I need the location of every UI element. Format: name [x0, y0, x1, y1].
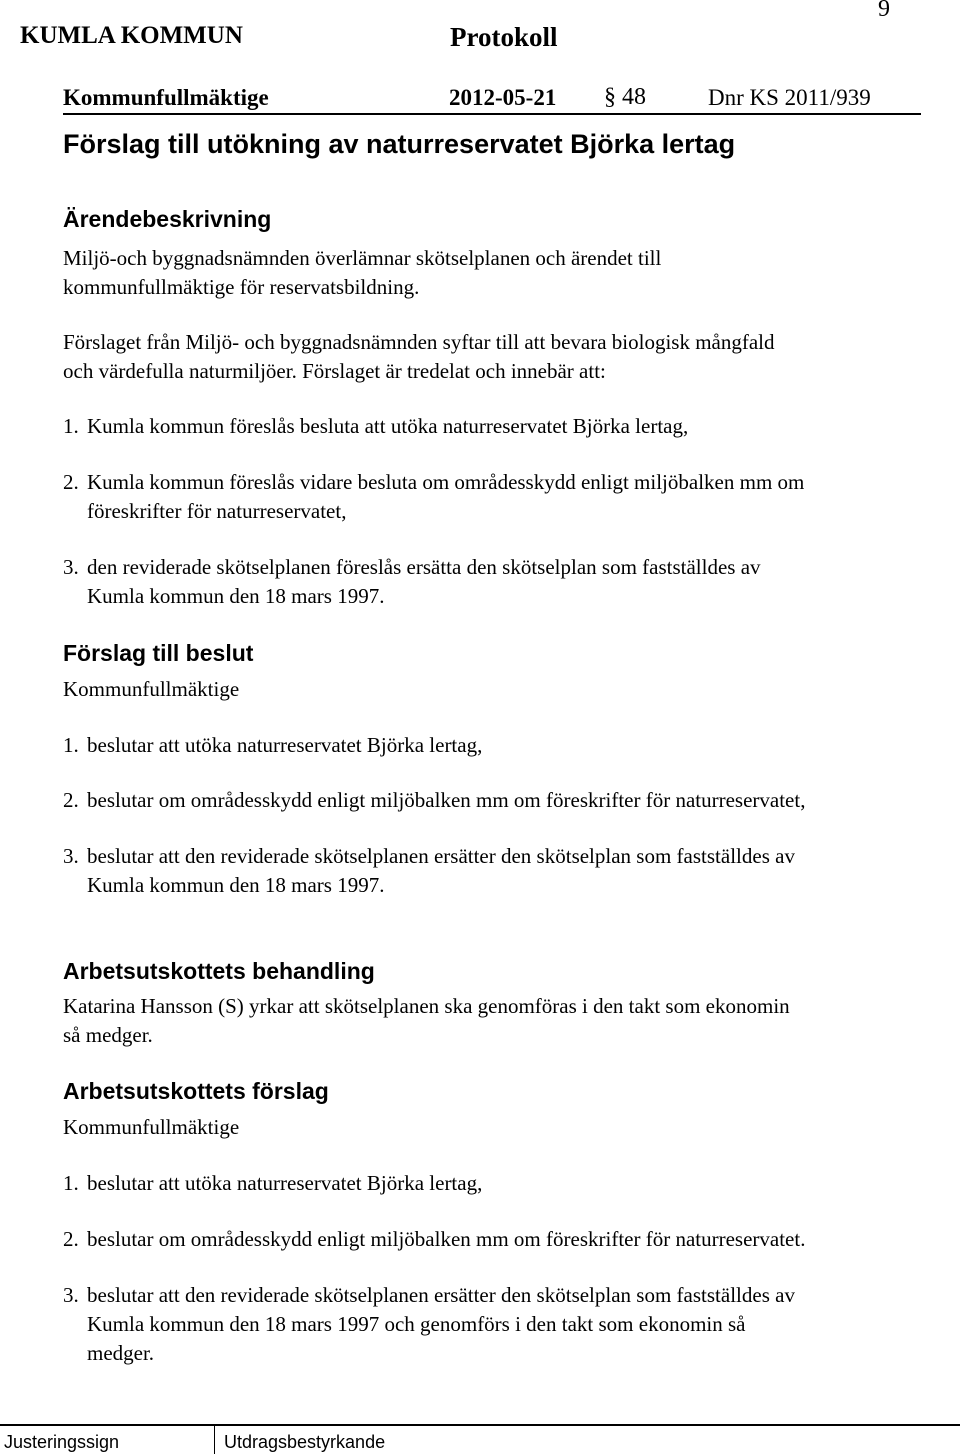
- list-item-text: beslutar att den reviderade skötselplanen ersätter den skötselplan som fastställdes av: [87, 844, 795, 868]
- paragraph-line: Miljö-och byggnadsnämnden överlämnar skötselplanen och ärendet till: [63, 246, 662, 270]
- paragraph-line: så medger.: [63, 1023, 153, 1047]
- footer-certification-label: Utdragsbestyrkande: [224, 1432, 386, 1452]
- list-item-number: 2.: [63, 470, 79, 494]
- footer-divider: [0, 1424, 960, 1426]
- footer-column-divider: [214, 1426, 215, 1454]
- section-heading-behandling: Arbetsutskottets behandling: [63, 958, 375, 984]
- assembly-name: Kommunfullmäktige: [63, 85, 269, 110]
- list-item-text: Kumla kommun den 18 mars 1997.: [87, 873, 385, 897]
- list-item-text: den reviderade skötselplanen föreslås ersätta den skötselplan som fastställdes av: [87, 555, 761, 579]
- page-number: 9: [878, 0, 890, 22]
- list-item-number: 2.: [63, 788, 79, 812]
- paragraph-line: Katarina Hansson (S) yrkar att skötselplanen ska genomföras i den takt som ekonomin: [63, 994, 790, 1018]
- decision-body: Kommunfullmäktige: [63, 677, 240, 701]
- list-item-text: beslutar att utöka naturreservatet Björka lertag,: [87, 733, 483, 757]
- list-item-number: 1.: [63, 733, 79, 757]
- section-heading-arendebeskrivning: Ärendebeskrivning: [63, 206, 272, 232]
- footer-signature-label: Justeringssign: [4, 1432, 120, 1452]
- header-divider: [63, 113, 921, 115]
- list-item-number: 3.: [63, 1283, 79, 1307]
- list-item: [63, 842, 795, 900]
- paragraph-number: § 48: [604, 84, 646, 110]
- paragraph-line: och värdefulla naturmiljöer. Förslaget är tredelat och innebär att:: [63, 359, 606, 383]
- list-item: [63, 786, 805, 815]
- section-heading-au-forslag: Arbetsutskottets förslag: [63, 1078, 329, 1104]
- list-item: [63, 1169, 482, 1198]
- list-item-text: Kumla kommun föreslås vidare besluta om områdesskydd enligt miljöbalken mm om: [87, 470, 805, 494]
- list-item: [63, 412, 688, 441]
- list-item-text: beslutar att den reviderade skötselplanen ersätter den skötselplan som fastställdes av: [87, 1283, 795, 1307]
- list-item-number: 2.: [63, 1227, 79, 1251]
- list-item-text: medger.: [87, 1341, 155, 1365]
- meeting-date: 2012-05-21: [449, 85, 557, 110]
- paragraph-line: Förslaget från Miljö- och byggnadsnämnden syftar till att bevara biologisk mångfald: [63, 330, 775, 354]
- list-item-text: Kumla kommun den 18 mars 1997.: [87, 584, 385, 608]
- list-item-text: Kumla kommun föreslås besluta att utöka naturreservatet Björka lertag,: [87, 414, 689, 438]
- list-item: [63, 1281, 795, 1368]
- section-heading-forslag: Förslag till beslut: [63, 640, 254, 666]
- list-item-text: föreskrifter för naturreservatet,: [87, 499, 347, 523]
- diary-number: Dnr KS 2011/939: [708, 85, 871, 110]
- list-item-text: beslutar om områdesskydd enligt miljöbalken mm om föreskrifter för naturreservatet.: [87, 1227, 806, 1251]
- paragraph-line: kommunfullmäktige för reservatsbildning.: [63, 275, 420, 299]
- municipality-name: KUMLA KOMMUN: [20, 22, 243, 49]
- list-item-number: 1.: [63, 414, 79, 438]
- decision-body: Kommunfullmäktige: [63, 1115, 240, 1139]
- list-item-number: 3.: [63, 844, 79, 868]
- list-item-number: 1.: [63, 1171, 79, 1195]
- list-item: [63, 731, 482, 760]
- list-item-text: beslutar om områdesskydd enligt miljöbalken mm om föreskrifter för naturreservatet,: [87, 788, 806, 812]
- page-title: Förslag till utökning av naturreservatet Björka lertag: [63, 129, 736, 159]
- list-item: [63, 1225, 805, 1254]
- document-type: Protokoll: [450, 22, 558, 52]
- list-item: [63, 468, 804, 526]
- list-item-text: Kumla kommun den 18 mars 1997 och genomförs i den takt som ekonomin så: [87, 1312, 746, 1336]
- list-item-text: beslutar att utöka naturreservatet Björka lertag,: [87, 1171, 483, 1195]
- list-item: [63, 553, 761, 611]
- list-item-number: 3.: [63, 555, 79, 579]
